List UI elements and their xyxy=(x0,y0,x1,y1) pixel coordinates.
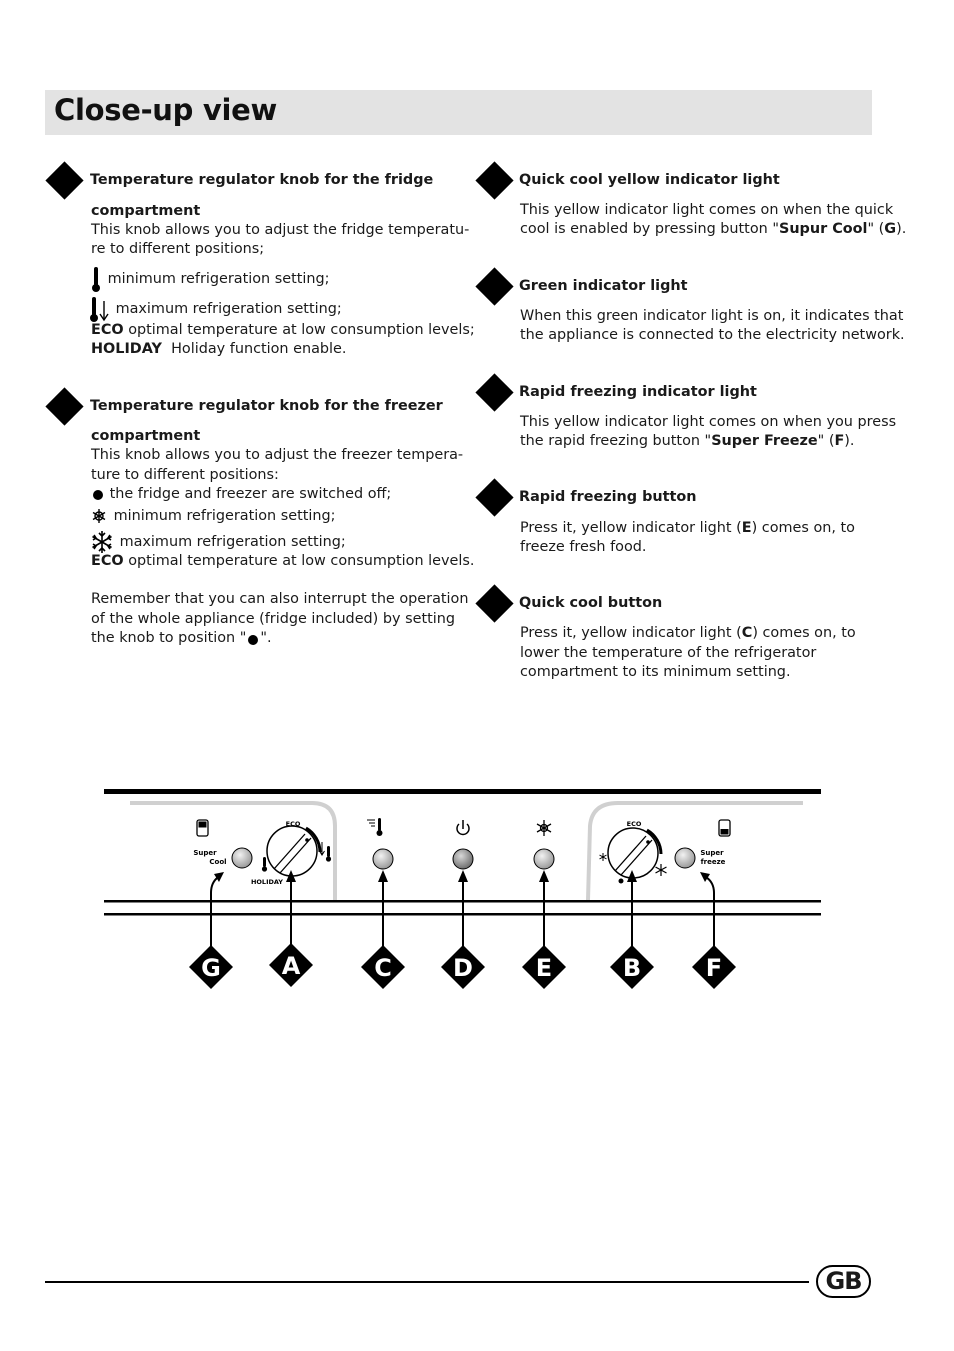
section-e-diamond xyxy=(475,373,513,411)
section-f-heading: Rapid freezing button xyxy=(519,489,697,505)
section-b-min-row xyxy=(89,506,335,526)
section-a-holiday-row xyxy=(91,341,346,357)
marker-e-letter: E xyxy=(535,954,553,982)
section-b-eco-row xyxy=(91,553,474,569)
freezer-eco-label: ECO xyxy=(91,553,124,569)
marker-c-letter: C xyxy=(374,954,392,982)
section-a-text-1: This knob allows you to adjust the fridge temperatu- xyxy=(91,222,470,238)
section-a-diamond xyxy=(45,161,83,199)
section-d-text-1: When this green indicator light is on, it indicates that xyxy=(520,308,904,324)
section-e-text-2-mid: " ( xyxy=(817,433,835,449)
section-c-text-2 xyxy=(520,221,906,237)
thermometer-icon xyxy=(89,265,103,293)
holiday-label: HOLIDAY xyxy=(250,878,284,886)
freezer-eco-label: ECO xyxy=(626,820,642,828)
thermometer-small-icon xyxy=(262,857,267,872)
section-g-text-1 xyxy=(520,625,856,641)
small-snowflake-panel-icon xyxy=(600,853,607,861)
super-cool-label-2: Cool xyxy=(209,858,227,866)
fridge-knob[interactable] xyxy=(267,826,320,876)
min-setting-text: minimum refrigeration setting; xyxy=(107,271,330,287)
super-freeze-bold: Super Freeze xyxy=(711,433,818,449)
rapid-freeze-snowflake-icon xyxy=(537,820,551,836)
ref-e-bold: E xyxy=(741,520,752,536)
marker-g-letter: G xyxy=(201,954,221,982)
freezer-icon xyxy=(719,820,730,836)
remember-text-1: Remember that you can also interrupt the operation xyxy=(91,591,469,607)
section-a-min-row xyxy=(89,265,329,293)
quick-cool-thermometer-icon xyxy=(367,818,383,836)
remember-text-3 xyxy=(91,630,272,646)
freezer-knob[interactable] xyxy=(608,828,661,878)
section-g-text-2: lower the temperature of the refrigerator xyxy=(520,645,817,661)
section-b-text-1: This knob allows you to adjust the freezer tempera- xyxy=(91,447,464,463)
quick-cool-indicator-light xyxy=(373,849,393,869)
footer-rule xyxy=(45,1281,809,1283)
section-f-text-1-post: ) comes on, to xyxy=(751,520,855,536)
off-dot-icon xyxy=(619,879,624,884)
marker-d-letter: D xyxy=(453,954,473,982)
section-a-text-2: re to different positions; xyxy=(91,241,265,257)
section-e-text-1: This yellow indicator light comes on when you press xyxy=(520,414,897,430)
supur-cool-bold: Supur Cool xyxy=(778,221,868,237)
section-g-text-1-pre: Press it, yellow indicator light ( xyxy=(520,625,742,641)
section-d-text-2: the appliance is connected to the electricity network. xyxy=(520,327,905,343)
freezer-max-text: maximum refrigeration setting; xyxy=(119,534,346,550)
section-e-text-2-post: ). xyxy=(844,433,855,449)
ref-c-bold: C xyxy=(741,625,753,641)
section-b-heading-cont: compartment xyxy=(91,428,201,444)
holiday-text: Holiday function enable. xyxy=(171,341,347,357)
remember-text-2: of the whole appliance (fridge included) by setting xyxy=(91,611,455,627)
super-cool-label-1: Super xyxy=(193,849,217,857)
freezer-eco-text: optimal temperature at low consumption levels. xyxy=(128,553,475,569)
thermometer-arrow-icon xyxy=(89,295,111,323)
language-badge: GB xyxy=(816,1265,871,1298)
max-setting-text: maximum refrigeration setting; xyxy=(115,301,342,317)
section-e-text-2-pre: the rapid freezing button " xyxy=(520,433,712,449)
fridge-icon xyxy=(197,820,208,836)
small-snowflake-icon xyxy=(89,506,109,526)
section-c-text-1: This yellow indicator light comes on when the quick xyxy=(520,202,894,218)
super-freeze-button[interactable] xyxy=(675,848,695,868)
eco-label: ECO xyxy=(91,322,124,338)
section-g-heading: Quick cool button xyxy=(519,595,663,611)
section-b-max-row xyxy=(89,529,346,555)
freezer-min-text: minimum refrigeration setting; xyxy=(113,508,336,524)
section-c-text-2-mid: " ( xyxy=(867,221,885,237)
holiday-label: HOLIDAY xyxy=(91,341,162,357)
section-c-text-2-pre: cool is enabled by pressing button " xyxy=(520,221,779,237)
dot-icon xyxy=(91,487,105,501)
marker-a-letter: A xyxy=(281,952,301,980)
section-f-text-2: freeze fresh food. xyxy=(520,539,647,555)
off-setting-text: the fridge and freezer are switched off; xyxy=(109,486,392,502)
section-b-diamond xyxy=(45,387,83,425)
fridge-eco-label: ECO xyxy=(285,820,301,828)
section-f-text-1 xyxy=(520,520,855,536)
page-title: Close-up view xyxy=(54,93,278,127)
ref-g-bold: G xyxy=(884,221,897,237)
section-d-heading: Green indicator light xyxy=(519,278,688,294)
dot-icon xyxy=(246,631,260,645)
section-e-heading: Rapid freezing indicator light xyxy=(519,384,757,400)
section-a-heading-cont: compartment xyxy=(91,203,201,219)
marker-b-letter: B xyxy=(622,954,642,982)
control-panel-diagram xyxy=(0,780,954,1020)
green-indicator-light xyxy=(453,849,473,869)
section-c-heading: Quick cool yellow indicator light xyxy=(519,172,780,188)
section-b-heading: Temperature regulator knob for the freezer xyxy=(90,398,443,414)
remember-text-3-pre: the knob to position " xyxy=(91,630,247,646)
section-b-off-row xyxy=(91,486,391,502)
section-a-heading: Temperature regulator knob for the fridge xyxy=(90,172,434,188)
section-f-text-1-pre: Press it, yellow indicator light ( xyxy=(520,520,742,536)
section-c-text-2-post: ). xyxy=(896,221,907,237)
title-bar xyxy=(45,90,872,135)
section-f-diamond xyxy=(475,478,513,516)
section-g-text-1-post: ) comes on, to xyxy=(752,625,856,641)
section-g-text-3: compartment to its minimum setting. xyxy=(520,664,791,680)
section-g-diamond xyxy=(475,584,513,622)
section-c-diamond xyxy=(475,161,513,199)
section-a-max-row xyxy=(89,295,342,323)
section-d-diamond xyxy=(475,267,513,305)
section-a-eco-row xyxy=(91,322,475,338)
large-snowflake-icon xyxy=(89,529,115,555)
super-freeze-label-2: freeze xyxy=(700,858,726,866)
eco-text: optimal temperature at low consumption levels; xyxy=(128,322,475,338)
section-e-text-2 xyxy=(520,433,855,449)
marker-f-letter: F xyxy=(705,954,723,982)
super-freeze-label-1: Super xyxy=(700,849,724,857)
remember-text-3-post: ". xyxy=(260,630,272,646)
section-b-text-2: ture to different positions: xyxy=(91,467,279,483)
rapid-freezing-indicator-light xyxy=(534,849,554,869)
ref-f-bold: F xyxy=(834,433,845,449)
super-cool-button[interactable] xyxy=(232,848,252,868)
large-snowflake-panel-icon xyxy=(656,864,667,876)
power-icon xyxy=(457,820,469,834)
